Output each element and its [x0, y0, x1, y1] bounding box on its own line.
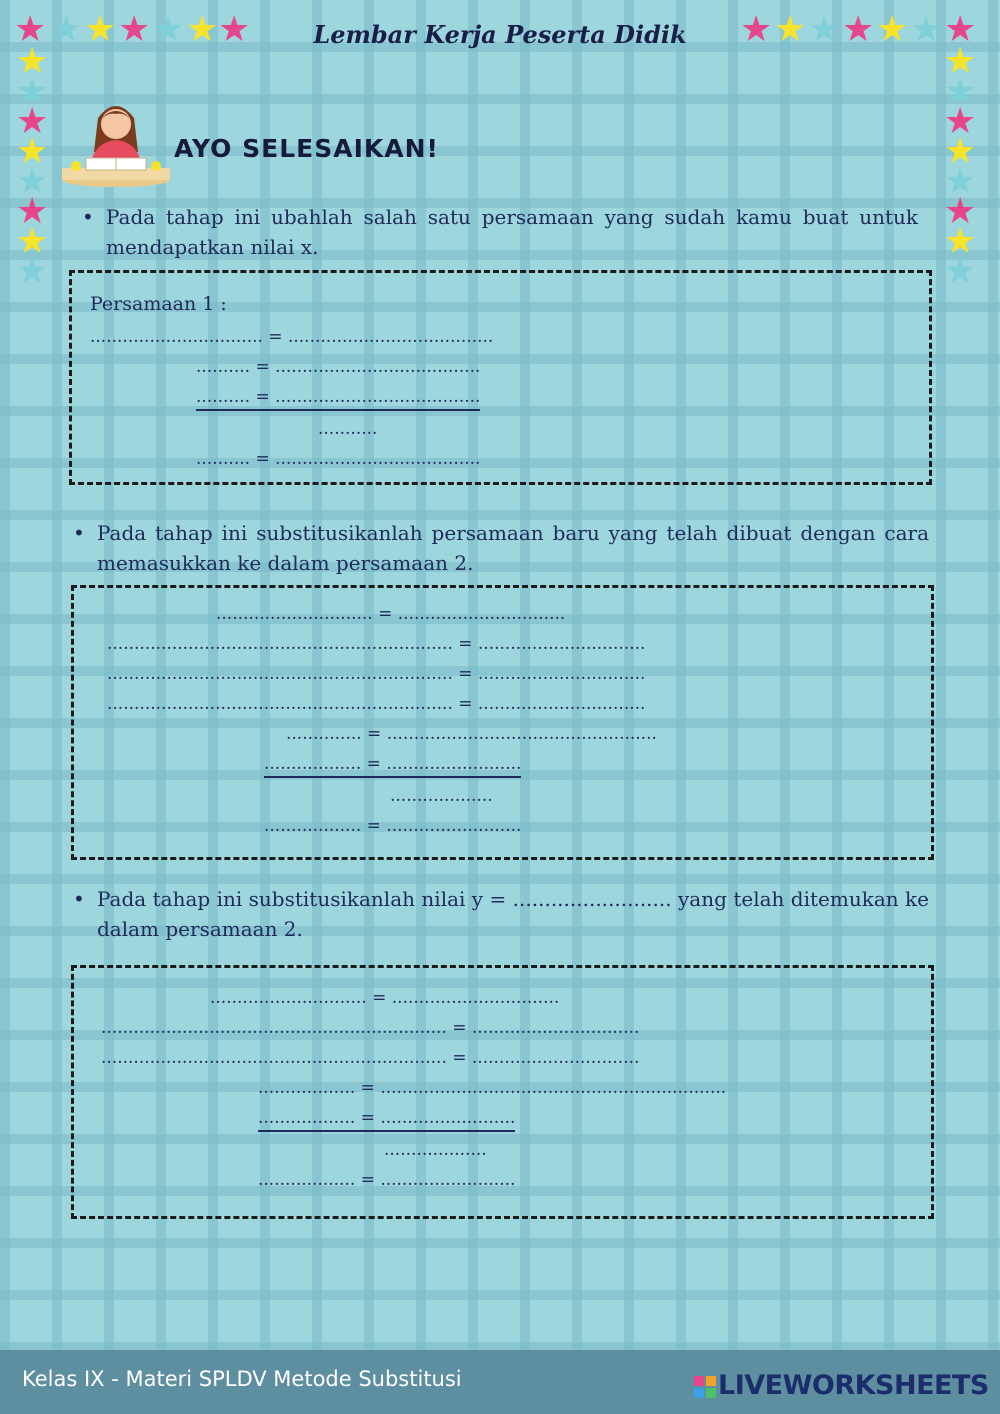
star-icon: ★	[50, 9, 83, 50]
instruction-text: Pada tahap ini ubahlah salah satu persamaan yang sudah kamu buat untuk mendapatkan nilai x.	[106, 205, 918, 259]
equation-line[interactable]: .................. = .........................	[258, 1108, 515, 1132]
star-icon: ★	[14, 9, 47, 50]
star-icon: ★	[740, 9, 773, 50]
star-icon: ★	[118, 9, 151, 50]
star-icon: ★	[16, 71, 49, 112]
star-icon: ★	[186, 9, 219, 50]
star-icon: ★	[808, 9, 841, 50]
star-icon: ★	[944, 191, 977, 232]
star-icon: ★	[944, 9, 977, 50]
equation-line[interactable]: ................................ = ......................................	[90, 327, 494, 347]
star-icon: ★	[16, 251, 49, 292]
equation-line[interactable]: ...................	[384, 1140, 487, 1160]
equation-line[interactable]: .................. = .........................	[258, 1170, 516, 1190]
equation-line[interactable]: ............................. = ...............................	[210, 988, 560, 1008]
star-icon: ★	[944, 41, 977, 82]
star-icon: ★	[774, 9, 807, 50]
star-icon: ★	[944, 101, 977, 142]
instruction-step-2	[73, 518, 929, 578]
star-icon: ★	[16, 221, 49, 262]
answer-box-step-3[interactable]	[71, 965, 934, 1219]
star-icon: ★	[16, 131, 49, 172]
equation-line[interactable]: .................. = .........................	[264, 754, 521, 778]
star-icon: ★	[876, 9, 909, 50]
equation-line[interactable]: .............. = ..................................................	[286, 724, 657, 744]
star-icon: ★	[944, 131, 977, 172]
answer-box-step-1[interactable]	[69, 270, 932, 485]
equation-line[interactable]: ................................................................ = ...............................	[107, 694, 646, 714]
bullet-icon: •	[82, 205, 94, 229]
equation-line[interactable]: ................................................................ = ...............................	[107, 664, 646, 684]
instruction-step-1	[82, 202, 918, 262]
liveworksheets-brand[interactable]: LIVEWORKSHEETS	[718, 1370, 989, 1401]
equation-line[interactable]: ................................................................ = ...............................	[107, 634, 646, 654]
liveworksheets-logo-icon	[694, 1376, 716, 1398]
equation-line[interactable]: .................. = .........................	[264, 816, 522, 836]
bullet-icon: •	[73, 521, 85, 545]
star-icon: ★	[16, 191, 49, 232]
instruction-step-3	[73, 884, 929, 944]
answer-box-step-2[interactable]	[71, 585, 934, 860]
star-icon: ★	[944, 251, 977, 292]
equation-line[interactable]: ............................. = ...............................	[216, 604, 566, 624]
page-title: Lembar Kerja Peserta Didik	[313, 20, 687, 49]
section-title: AYO SELESAIKAN!	[174, 134, 439, 163]
star-icon: ★	[944, 221, 977, 262]
bullet-icon: •	[73, 887, 85, 911]
equation-line[interactable]: ................................................................ = ...............................	[101, 1048, 640, 1068]
instruction-text: Pada tahap ini substitusikanlah persamaan baru yang telah dibuat dengan cara memasukkan ke dalam persamaan 2.	[97, 521, 929, 575]
equation-line[interactable]: ...........	[318, 419, 378, 439]
equation-line[interactable]: .......... = ......................................	[196, 387, 480, 411]
star-icon: ★	[16, 101, 49, 142]
star-icon: ★	[944, 71, 977, 112]
star-icon: ★	[218, 9, 251, 50]
footer-caption: Kelas IX - Materi SPLDV Metode Substitusi	[22, 1367, 462, 1391]
equation-line[interactable]: .................. = ................................................................	[258, 1078, 727, 1098]
instruction-text[interactable]: Pada tahap ini substitusikanlah nilai y = ......................... yang telah ditemukan ke dalam persamaan 2.	[97, 887, 929, 941]
box-label: Persamaan 1 :	[90, 293, 227, 315]
star-icon: ★	[944, 161, 977, 202]
star-icon: ★	[910, 9, 943, 50]
star-icon: ★	[842, 9, 875, 50]
star-icon: ★	[84, 9, 117, 50]
equation-line[interactable]: ................................................................ = ...............................	[101, 1018, 640, 1038]
girl-reading-illustration	[60, 96, 172, 190]
star-icon: ★	[152, 9, 185, 50]
star-icon: ★	[16, 41, 49, 82]
equation-line[interactable]: ...................	[390, 786, 493, 806]
equation-line[interactable]: .......... = ......................................	[196, 449, 481, 469]
star-icon: ★	[16, 161, 49, 202]
equation-line[interactable]: .......... = ......................................	[196, 357, 481, 377]
